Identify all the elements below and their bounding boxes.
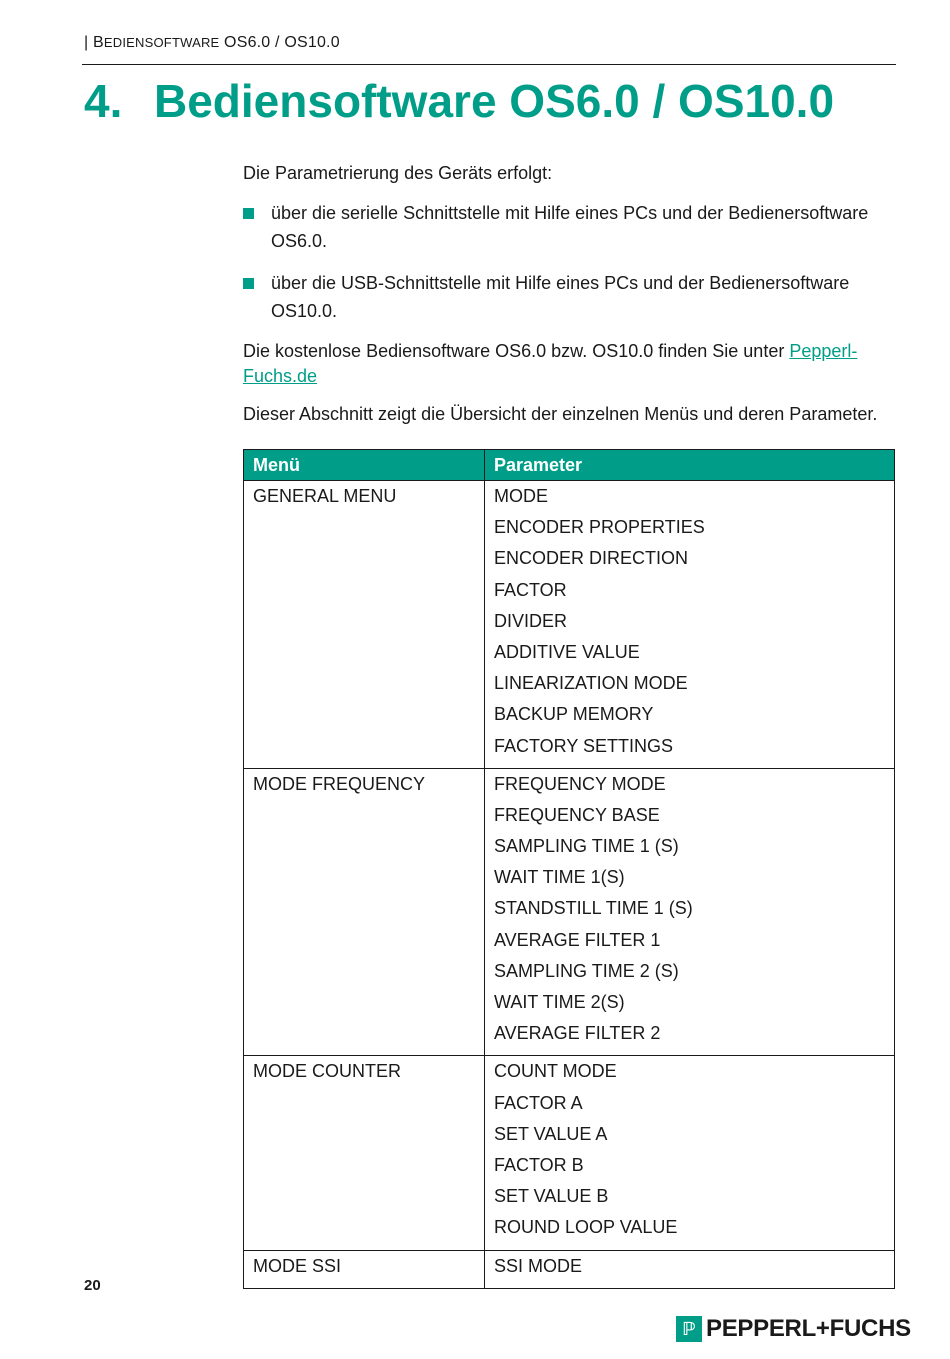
- download-paragraph: [243, 339, 893, 389]
- body-text: [243, 160, 893, 428]
- page-number: 20: [84, 1277, 101, 1294]
- table-row: [244, 481, 895, 769]
- table-row: [244, 1250, 895, 1288]
- menu-cell: MODE COUNTER: [244, 1056, 485, 1250]
- brand-mark-icon: ℙ: [676, 1316, 702, 1342]
- parameter-item: ENCODER PROPERTIES: [494, 517, 705, 538]
- menu-cell: GENERAL MENU: [244, 481, 485, 769]
- parameter-item: WAIT TIME 1(S): [494, 867, 625, 888]
- parameter-item: SET VALUE B: [494, 1186, 609, 1207]
- parameter-item: FREQUENCY BASE: [494, 804, 660, 825]
- parameter-item: SAMPLING TIME 1 (S): [494, 836, 679, 857]
- table-row: [244, 1056, 895, 1250]
- parameter-item: FACTOR B: [494, 1154, 584, 1175]
- download-text: Die kostenlose Bediensoftware OS6.0 bzw. OS10.0 finden Sie unter: [243, 341, 790, 361]
- menu-cell: MODE FREQUENCY: [244, 768, 485, 1056]
- list-item-text: über die USB-Schnittstelle mit Hilfe eines PCs und der Bedienersoftware OS10.0.: [271, 273, 850, 321]
- parameter-item: FACTORY SETTINGS: [494, 735, 674, 756]
- parameter-item: ROUND LOOP VALUE: [494, 1217, 678, 1238]
- running-header-smallcaps: EDIENSOFTWARE: [103, 35, 220, 50]
- parameter-item: AVERAGE FILTER 2: [494, 1023, 661, 1044]
- parameter-item: FACTOR A: [494, 1092, 583, 1113]
- parameter-cell: [485, 481, 895, 769]
- parameter-item: MODE: [494, 486, 548, 506]
- brand-logo: [676, 1315, 911, 1343]
- parameter-cell: [485, 768, 895, 1056]
- parameter-item: FREQUENCY MODE: [494, 773, 666, 794]
- parameter-item: SET VALUE A: [494, 1123, 608, 1144]
- bullet-square-icon: [243, 278, 254, 289]
- parameter-cell: [485, 1250, 895, 1288]
- parameter-cell: [485, 1056, 895, 1250]
- bullet-square-icon: [243, 208, 254, 219]
- parameter-item: WAIT TIME 2(S): [494, 992, 625, 1012]
- column-header-menu: Menü: [244, 450, 485, 481]
- parameter-item: SAMPLING TIME 2 (S): [494, 960, 679, 981]
- running-header: [84, 34, 340, 52]
- overview-paragraph: Dieser Abschnitt zeigt die Übersicht der einzelnen Menüs und deren Parameter.: [243, 404, 878, 424]
- list-item: [243, 199, 893, 255]
- list-item: [243, 269, 893, 325]
- chapter-title: [84, 74, 834, 128]
- parameter-item: ENCODER DIRECTION: [494, 548, 689, 569]
- parameter-item: COUNT MODE: [494, 1061, 617, 1082]
- menu-parameter-table: [243, 449, 895, 1289]
- running-header-initial: B: [93, 34, 104, 51]
- intro-paragraph: Die Parametrierung des Geräts erfolgt:: [243, 163, 553, 183]
- chapter-title-text: Bediensoftware OS6.0 / OS10.0: [154, 75, 835, 127]
- bullet-list: [243, 199, 893, 325]
- brand-wordmark: PEPPERL+FUCHS: [706, 1315, 911, 1342]
- parameter-item: STANDSTILL TIME 1 (S): [494, 898, 693, 919]
- table-row: [244, 768, 895, 1056]
- parameter-item: ADDITIVE VALUE: [494, 641, 640, 662]
- parameter-item: DIVIDER: [494, 610, 568, 631]
- column-header-parameter: Parameter: [485, 450, 895, 481]
- parameter-item: BACKUP MEMORY: [494, 704, 654, 725]
- table-body: [244, 481, 895, 1289]
- running-header-rest: OS6.0 / OS10.0: [219, 34, 340, 51]
- pepperl-fuchs-link[interactable]: Pepperl-Fuchs.de: [243, 341, 858, 386]
- running-header-prefix: |: [84, 34, 94, 51]
- list-item-text: über die serielle Schnittstelle mit Hilfe eines PCs und der Bedienersoftware OS6.0.: [271, 203, 869, 251]
- parameter-item: SSI MODE: [494, 1255, 583, 1276]
- parameter-item: FACTOR: [494, 579, 567, 600]
- menu-cell: MODE SSI: [244, 1250, 485, 1288]
- parameter-item: AVERAGE FILTER 1: [494, 929, 661, 950]
- parameter-item: LINEARIZATION MODE: [494, 673, 688, 694]
- table-header-row: [244, 450, 895, 481]
- chapter-number: 4.: [84, 75, 123, 127]
- header-rule: [82, 64, 896, 65]
